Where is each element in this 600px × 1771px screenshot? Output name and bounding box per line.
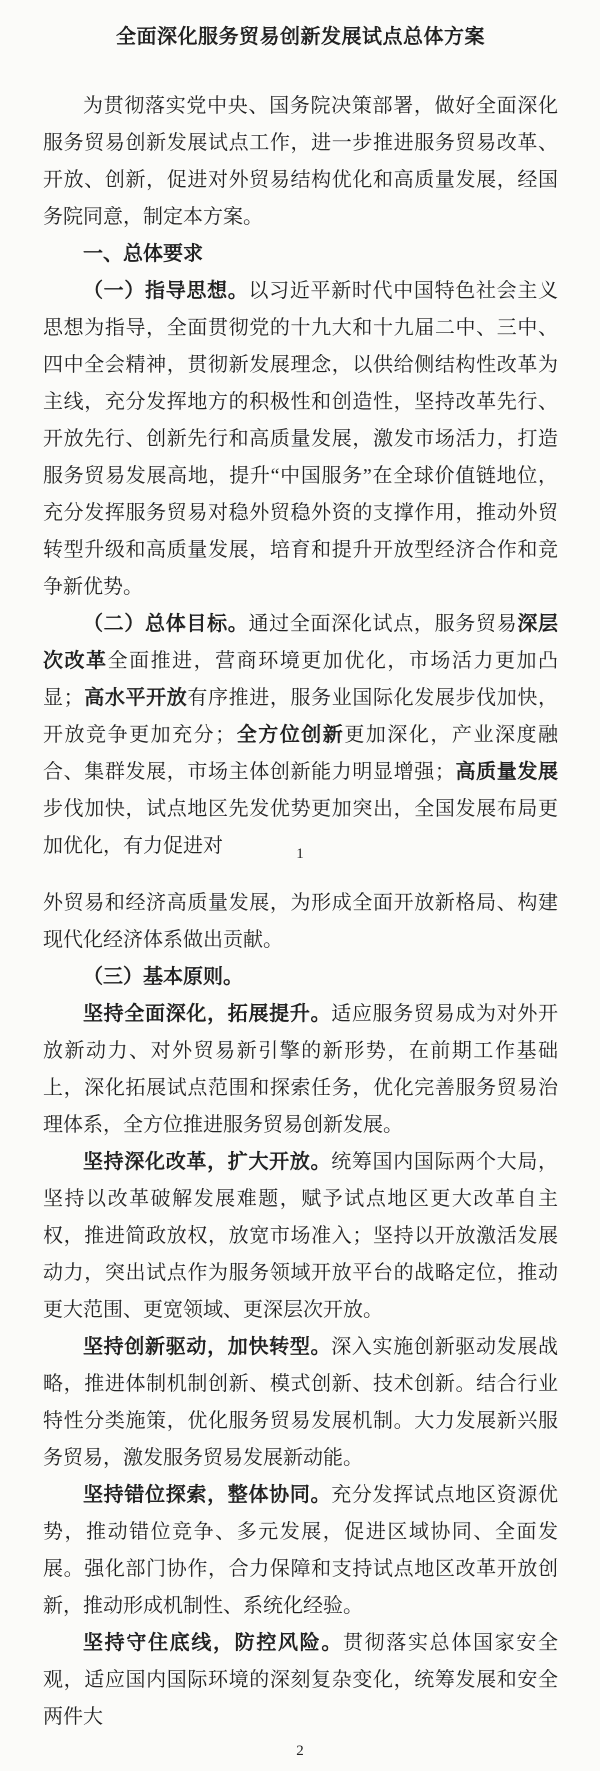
bold-text-run: 全面深化服务贸易创新发展试点总体方案 xyxy=(116,26,485,48)
text-run: 全面推进，营商环境更加优化，市场活力更加凸显； xyxy=(43,650,559,709)
bold-text-run: （三）基本原则。 xyxy=(83,966,243,988)
text-run: 适应服务贸易成为对外开放新动力、对外贸易新引擎的新形势，在前期工作基础上，深化拓展试点范围和探索任务，优化完善服务贸易治理体系，全方位推进服务贸易创新发展。 xyxy=(43,1003,559,1136)
text-run: 以习近平新时代中国特色社会主义思想为指导，全面贯彻党的十九大和十九届二中、三中、四中全会精神，贯彻新发展理念，以供给侧结构性改革为主线，充分发挥地方的积极性和创造性，坚持改革先行、开放先行、创新先行和高质量发展，激发市场活力，打造服务贸易发展高地，提升“中国服务”在全球价值链地位，充分发挥服务贸易对稳外贸稳外资的支撑作用，推动外贸转型升级和高质量发展，培育和提升开放型经济合作和竞争新优势。 xyxy=(43,280,559,598)
page-number: 2 xyxy=(296,1743,304,1759)
paragraph xyxy=(43,1329,558,1477)
paragraph xyxy=(43,606,558,865)
paragraph xyxy=(43,88,558,236)
bold-text-run: 坚持守住底线，防控风险。 xyxy=(83,1632,343,1654)
text-run: 深入实施创新驱动发展战略，推进体制机制创新、模式创新、技术创新。结合行业特性分类施策，优化服务贸易发展机制。大力发展新兴服务贸易，激发服务贸易发展新动能。 xyxy=(43,1336,559,1469)
text-run: 统筹国内国际两个大局，坚持以改革破解发展难题，赋予试点地区更大改革自主权，推进简政放权，放宽市场准入；坚持以开放激活发展动力，突出试点作为服务领域开放平台的战略定位，推动更大范围、更宽领域、更深层次开放。 xyxy=(43,1151,559,1321)
bold-text-run: 高水平开放 xyxy=(83,687,188,709)
paragraph xyxy=(43,996,558,1144)
bold-text-run: 坚持全面深化，拓展提升。 xyxy=(83,1003,332,1025)
paragraph-continuation xyxy=(43,885,558,959)
bold-text-run: 坚持深化改革，扩大开放。 xyxy=(83,1151,332,1173)
bold-text-run: 高质量发展 xyxy=(454,761,558,783)
text-run: 更加深化，产业深度融合、集群发展，市场主体创新能力明显增强； xyxy=(43,724,559,783)
paragraph xyxy=(43,959,558,996)
bold-text-run: 深层次改革 xyxy=(43,613,559,672)
paragraph xyxy=(43,1625,558,1736)
text-run: 为贯彻落实党中央、国务院决策部署，做好全面深化服务贸易创新发展试点工作，进一步推进服务贸易改革、开放、创新，促进对外贸易结构优化和高质量发展，经国务院同意，制定本方案。 xyxy=(43,95,558,228)
document-page-2 xyxy=(0,880,600,1771)
text-run: 外贸易和经济高质量发展，为形成全面开放新格局、构建现代化经济体系做出贡献。 xyxy=(43,892,558,951)
bold-text-run: （一）指导思想。 xyxy=(83,280,249,302)
document-title xyxy=(43,22,558,52)
paragraph xyxy=(43,1477,558,1625)
text-run: 有序推进，服务业国际化发展步伐加快，开放竞争更加充分； xyxy=(43,687,558,746)
document-page-1 xyxy=(0,0,600,880)
bold-text-run: （二）总体目标。 xyxy=(83,613,249,635)
paragraph xyxy=(43,273,558,606)
section-heading xyxy=(43,236,558,273)
paragraph xyxy=(43,1144,558,1329)
bold-text-run: 坚持创新驱动，加快转型。 xyxy=(83,1336,332,1358)
text-run: 步伐加快，试点地区先发优势更加突出，全国发展布局更加优化，有力促进对 xyxy=(43,798,558,857)
page-number: 1 xyxy=(296,846,304,862)
bold-text-run: 全方位创新 xyxy=(235,724,345,746)
bold-text-run: 一、总体要求 xyxy=(83,243,203,265)
bold-text-run: 坚持错位探索，整体协同。 xyxy=(83,1484,332,1506)
text-run: 贯彻落实总体国家安全观，适应国内国际环境的深刻复杂变化，统筹发展和安全两件大 xyxy=(43,1632,558,1728)
text-run: 充分发挥试点地区资源优势，推动错位竞争、多元发展，促进区域协同、全面发展。强化部门协作，合力保障和支持试点地区改革开放创新，推动形成机制性、系统化经验。 xyxy=(43,1484,559,1617)
text-run: 通过全面深化试点，服务贸易 xyxy=(248,613,518,635)
